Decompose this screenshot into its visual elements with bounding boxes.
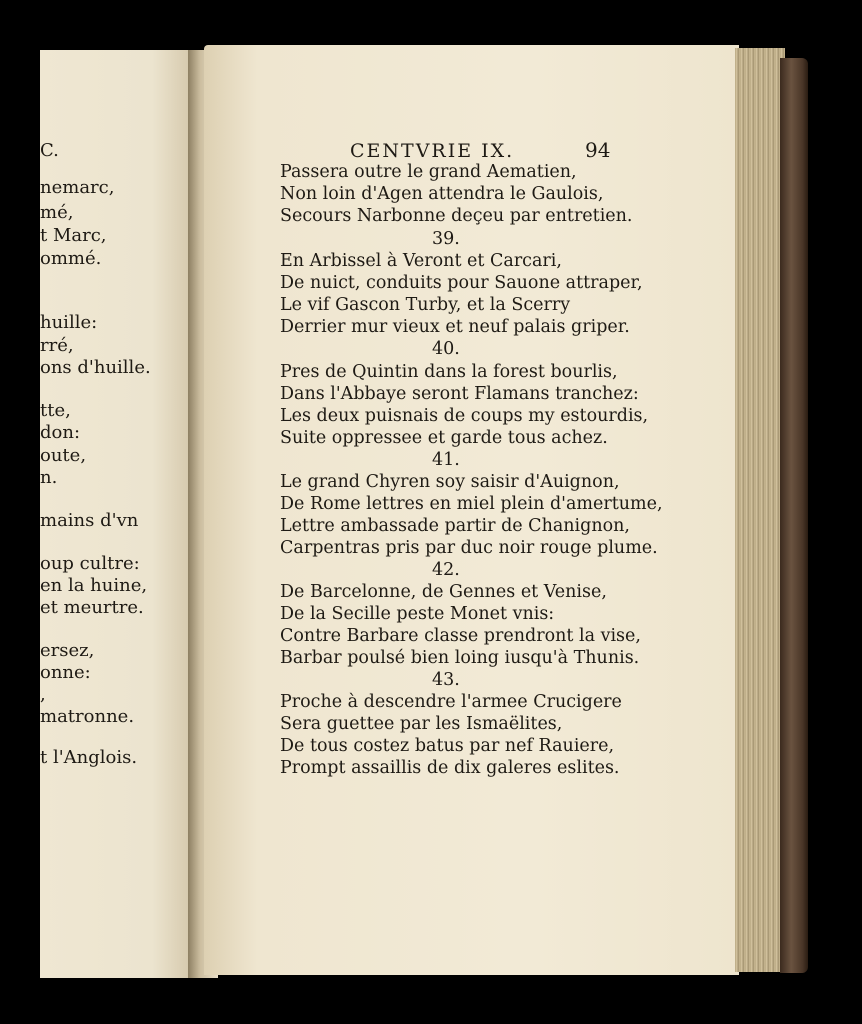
left-line: ommé. [40,248,102,269]
left-line: ersez, [40,640,95,661]
left-line: en la huine, [40,575,148,596]
left-line: mains d'vn [40,510,139,531]
verse-line: En Arbissel à Veront et Carcari, [280,251,562,271]
left-line: t Marc, [40,225,107,246]
left-line: et meurtre. [40,597,144,618]
verse-line: Le grand Chyren soy saisir d'Auignon, [280,472,620,492]
left-line: oute, [40,445,87,466]
verse-line: Derrier mur vieux et neuf palais griper. [280,317,630,337]
verse-line: Carpentras pris par duc noir rouge plume. [280,538,658,558]
verse-line: De la Secille peste Monet vnis: [280,604,555,624]
left-line: onne: [40,662,91,683]
quatrain-number: 39. [432,229,460,249]
page-number: 94 [585,138,611,162]
verse-line: Proche à descendre l'armee Crucigere [280,692,622,712]
verse-line: De Barcelonne, de Gennes et Venise, [280,582,607,602]
left-line: , [40,684,46,705]
quatrain-number: 40. [432,339,460,359]
left-line: huille: [40,312,98,333]
left-line: rré, [40,335,74,356]
verse-line: Passera outre le grand Aematien, [280,162,577,182]
left-line: tte, [40,400,71,421]
verse-line: Non loin d'Agen attendra le Gaulois, [280,184,604,204]
verse-line: Barbar poulsé bien loing iusqu'à Thunis. [280,648,640,668]
verse-line: Suite oppressee et garde tous achez. [280,428,608,448]
left-page-text [40,50,200,978]
left-line: nemarc, [40,177,115,198]
verse-line: De Rome lettres en miel plein d'amertume, [280,494,663,514]
left-line: don: [40,422,81,443]
verse-line: Sera guettee par les Ismaëlites, [280,714,563,734]
quatrain-number: 41. [432,450,460,470]
verse-line: Pres de Quintin dans la forest bourlis, [280,362,618,382]
left-line: ons d'huille. [40,357,151,378]
running-header: CENTVRIE IX. [350,140,515,162]
verse-line: Prompt assaillis de dix galeres eslites. [280,758,620,778]
quatrain-number: 42. [432,560,460,580]
left-line: n. [40,467,58,488]
verse-line: Lettre ambassade partir de Chanignon, [280,516,630,536]
book-cover-edge [780,58,808,973]
verse-line: Le vif Gascon Turby, et la Scerry [280,295,571,315]
left-page [40,50,200,978]
page-edges [735,48,785,972]
left-line: C. [40,140,59,161]
verse-line: Dans l'Abbaye seront Flamans tranchez: [280,384,639,404]
left-line: oup cultre: [40,553,140,574]
left-line: matronne. [40,706,135,727]
verse-line: Contre Barbare classe prendront la vise, [280,626,641,646]
verse-line: De nuict, conduits pour Sauone attraper, [280,273,643,293]
verse-line: De tous costez batus par nef Rauiere, [280,736,615,756]
left-line: mé, [40,202,74,223]
verse-line: Les deux puisnais de coups my estourdis, [280,406,649,426]
verse-line: Secours Narbonne deçeu par entretien. [280,206,633,226]
left-line: t l'Anglois. [40,747,138,768]
quatrain-number: 43. [432,670,460,690]
